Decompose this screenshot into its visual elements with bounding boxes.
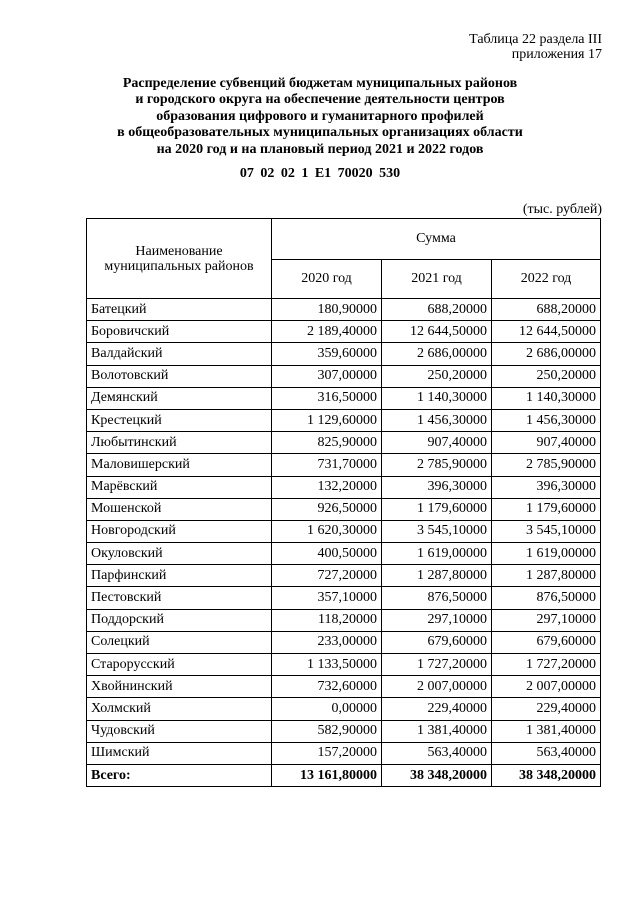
cell-district-name: Мошенской — [87, 498, 272, 520]
cell-amount-2020: 157,20000 — [272, 742, 382, 764]
cell-amount-2021: 1 179,60000 — [382, 498, 492, 520]
cell-amount-2021: 2 785,90000 — [382, 454, 492, 476]
table-row — [87, 565, 601, 587]
cell-district-name: Старорусский — [87, 654, 272, 676]
cell-amount-2020: 180,90000 — [272, 299, 382, 321]
cell-amount-2021: 907,40000 — [382, 432, 492, 454]
cell-amount-2022: 1 619,00000 — [492, 543, 601, 565]
title-line4: в общеобразовательных муниципальных организациях области — [117, 125, 523, 141]
cell-district-name: Шимский — [87, 742, 272, 764]
document-title — [0, 76, 640, 158]
table-row — [87, 321, 601, 343]
cell-amount-2020: 1 620,30000 — [272, 520, 382, 542]
cell-amount-2020: 233,00000 — [272, 631, 382, 653]
cell-district-name: Окуловский — [87, 543, 272, 565]
cell-amount-2022: 297,10000 — [492, 609, 601, 631]
cell-amount-2021: 688,20000 — [382, 299, 492, 321]
table-row — [87, 543, 601, 565]
cell-amount-2022: 1 381,40000 — [492, 720, 601, 742]
header-year-2020: 2020 год — [272, 259, 382, 299]
cell-amount-2022: 1 727,20000 — [492, 654, 601, 676]
cell-amount-2022: 2 785,90000 — [492, 454, 601, 476]
table-row — [87, 432, 601, 454]
budget-code: 07 02 02 1 E1 70020 530 — [239, 166, 401, 181]
cell-district-name: Марёвский — [87, 476, 272, 498]
cell-amount-2021: 1 619,00000 — [382, 543, 492, 565]
subvention-table — [86, 218, 601, 787]
table-row — [87, 476, 601, 498]
cell-amount-2022: 229,40000 — [492, 698, 601, 720]
table-row — [87, 676, 601, 698]
table-row — [87, 454, 601, 476]
cell-amount-2020: 727,20000 — [272, 565, 382, 587]
cell-district-name: Поддорский — [87, 609, 272, 631]
cell-amount-2021: 679,60000 — [382, 631, 492, 653]
cell-amount-2022: 396,30000 — [492, 476, 601, 498]
cell-district-name: Пестовский — [87, 587, 272, 609]
cell-amount-2020: 400,50000 — [272, 543, 382, 565]
cell-amount-2021: 250,20000 — [382, 365, 492, 387]
table-row — [87, 654, 601, 676]
cell-amount-2020: 132,20000 — [272, 476, 382, 498]
total-amount-2021: 38 348,20000 — [382, 764, 492, 786]
cell-district-name: Парфинский — [87, 565, 272, 587]
cell-amount-2021: 1 140,30000 — [382, 387, 492, 409]
table-reference — [469, 32, 602, 62]
cell-amount-2021: 396,30000 — [382, 476, 492, 498]
cell-amount-2020: 1 129,60000 — [272, 409, 382, 431]
table-row — [87, 720, 601, 742]
cell-amount-2021: 1 727,20000 — [382, 654, 492, 676]
total-label: Всего: — [87, 764, 272, 786]
cell-amount-2021: 1 287,80000 — [382, 565, 492, 587]
cell-amount-2022: 1 140,30000 — [492, 387, 601, 409]
table-row — [87, 343, 601, 365]
cell-amount-2022: 1 179,60000 — [492, 498, 601, 520]
cell-amount-2020: 118,20000 — [272, 609, 382, 631]
cell-amount-2020: 359,60000 — [272, 343, 382, 365]
table-row — [87, 609, 601, 631]
table-row — [87, 520, 601, 542]
cell-amount-2022: 679,60000 — [492, 631, 601, 653]
cell-amount-2022: 2 686,00000 — [492, 343, 601, 365]
cell-amount-2021: 1 381,40000 — [382, 720, 492, 742]
table-row — [87, 698, 601, 720]
cell-amount-2020: 825,90000 — [272, 432, 382, 454]
cell-amount-2020: 582,90000 — [272, 720, 382, 742]
table-row — [87, 742, 601, 764]
total-amount-2022: 38 348,20000 — [492, 764, 601, 786]
header-year-2021: 2021 год — [382, 259, 492, 299]
cell-amount-2022: 907,40000 — [492, 432, 601, 454]
cell-amount-2022: 876,50000 — [492, 587, 601, 609]
header-district-name: Наименование муниципальных районов — [87, 219, 272, 299]
title-line2: и городского округа на обеспечение деятельности центров — [135, 92, 505, 108]
cell-district-name: Крестецкий — [87, 409, 272, 431]
cell-amount-2020: 732,60000 — [272, 676, 382, 698]
title-line5: на 2020 год и на плановый период 2021 и 2022 годов — [156, 141, 484, 157]
table-row — [87, 365, 601, 387]
cell-amount-2022: 1 287,80000 — [492, 565, 601, 587]
cell-amount-2022: 3 545,10000 — [492, 520, 601, 542]
cell-amount-2022: 2 007,00000 — [492, 676, 601, 698]
table-row — [87, 587, 601, 609]
total-row — [87, 764, 601, 786]
cell-district-name: Валдайский — [87, 343, 272, 365]
cell-amount-2022: 688,20000 — [492, 299, 601, 321]
cell-amount-2021: 876,50000 — [382, 587, 492, 609]
cell-district-name: Солецкий — [87, 631, 272, 653]
cell-amount-2020: 357,10000 — [272, 587, 382, 609]
cell-district-name: Новгородский — [87, 520, 272, 542]
cell-amount-2021: 563,40000 — [382, 742, 492, 764]
cell-amount-2021: 297,10000 — [382, 609, 492, 631]
cell-district-name: Чудовский — [87, 720, 272, 742]
cell-amount-2020: 926,50000 — [272, 498, 382, 520]
cell-amount-2020: 307,00000 — [272, 365, 382, 387]
title-line1: Распределение субвенций бюджетам муниципальных районов — [122, 76, 518, 91]
cell-amount-2020: 316,50000 — [272, 387, 382, 409]
cell-amount-2021: 2 686,00000 — [382, 343, 492, 365]
table-row — [87, 409, 601, 431]
cell-amount-2021: 1 456,30000 — [382, 409, 492, 431]
cell-amount-2022: 1 456,30000 — [492, 409, 601, 431]
cell-district-name: Батецкий — [87, 299, 272, 321]
cell-amount-2020: 0,00000 — [272, 698, 382, 720]
table-body — [87, 299, 601, 787]
cell-district-name: Боровичский — [87, 321, 272, 343]
cell-amount-2020: 2 189,40000 — [272, 321, 382, 343]
table-row — [87, 387, 601, 409]
cell-district-name: Любытинский — [87, 432, 272, 454]
total-amount-2020: 13 161,80000 — [272, 764, 382, 786]
table-reference-line1: Таблица 22 раздела III — [469, 32, 602, 47]
table-row — [87, 498, 601, 520]
header-year-2022: 2022 год — [492, 259, 601, 299]
table-row — [87, 299, 601, 321]
cell-district-name: Маловишерский — [87, 454, 272, 476]
table-reference-line2: приложения 17 — [511, 47, 602, 62]
cell-district-name: Волотовский — [87, 365, 272, 387]
header-sum: Сумма — [272, 219, 601, 260]
cell-amount-2020: 1 133,50000 — [272, 654, 382, 676]
units-label: (тыс. рублей) — [522, 202, 602, 217]
cell-amount-2020: 731,70000 — [272, 454, 382, 476]
cell-amount-2021: 2 007,00000 — [382, 676, 492, 698]
cell-district-name: Хвойнинский — [87, 676, 272, 698]
title-line3: образования цифрового и гуманитарного профилей — [156, 108, 484, 124]
cell-amount-2021: 3 545,10000 — [382, 520, 492, 542]
cell-district-name: Холмский — [87, 698, 272, 720]
table-row — [87, 631, 601, 653]
cell-amount-2022: 250,20000 — [492, 365, 601, 387]
cell-amount-2021: 12 644,50000 — [382, 321, 492, 343]
cell-amount-2021: 229,40000 — [382, 698, 492, 720]
cell-amount-2022: 563,40000 — [492, 742, 601, 764]
cell-amount-2022: 12 644,50000 — [492, 321, 601, 343]
cell-district-name: Демянский — [87, 387, 272, 409]
